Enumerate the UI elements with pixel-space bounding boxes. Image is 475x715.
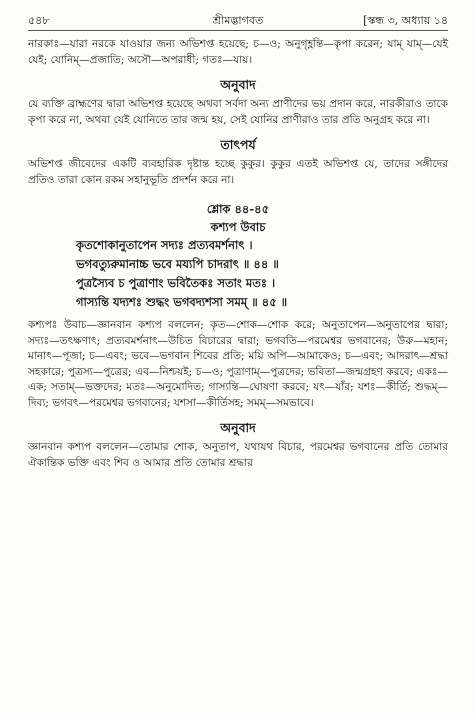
verse-block bbox=[28, 236, 448, 312]
verse-number: শ্লোক ৪৪-৪৫ bbox=[206, 202, 270, 216]
translation-paragraph: যে ব্যক্তি ব্রাহ্মণের দ্বারা অভিশপ্ত হয়েছে অথবা সর্বদা অন্য প্রাণীদের ভয় প্রদান করে, নারকীরাও তাকে কৃপা করে না, অথবা যেই যোনিতে তার জন্ম হয়, সেই যোনির প্রাণীরাও তার প্রতি অনুগ্রহ করে না। bbox=[28, 98, 448, 126]
synonyms-paragraph: কশ্যপঃ উবাচ—জ্ঞানবান কশ্যপ বললেন; কৃত—শোক—শোক করে; অনুতাপেন—অনুতাপের দ্বারা; সদ্যঃ—তৎক্ষণাৎ; প্রত্যবমর্শনাৎ—উচিত বিচারের দ্বারা; ভগবতি—পরমেশ্বর ভগবানের; উরু—মহান; মানাৎ—পূজা; চ—এবং; ভবে—ভগবান শিবের প্রতি; ময়ি অপি—আমাকেও; চ—এবং; আদরাৎ—শ্রদ্ধা সহকারে; পুত্রস্য—পুত্রের; এব—নিশ্চয়ই; চ—ও; পুত্রাণাম্—পুত্রদের; ভবিতা—জন্মগ্রহণ করবে; একঃ—এক; সতাম্—ভক্তদের; মতঃ—অনুমোদিত; গাস্যন্তি—ঘোষণা করবে; যৎ—যাঁর; যশঃ—কীর্তি; শুদ্ধম্—দিব্য; ভগবৎ—পরমেশ্বর ভগবানের; যশসা—কীর্তিসহ; সমম্—সমভাবে। bbox=[28, 319, 448, 409]
purport-paragraph: অভিশপ্ত জীবেদের একটি ব্যবহারিক দৃষ্টান্ত হচ্ছে কুকুর। কুকুর এতই অভিশপ্ত যে, তাদের সঙ্গীদের প্রতিও তারা কোন রকম সহানুভূতি প্রদর্শন করে না। bbox=[28, 158, 448, 186]
synonyms-paragraph: নারকাঃ—যারা নরকে যাওয়ার জন্য অভিশপ্ত হয়েছে; চ—ও; অনুগৃহ্ণন্তি—কৃপা করেন; যাম্ যাম্—যেই যেই; যোনিম্—প্রজাতি; অসৌ—অপরাধী; গতঃ—যায়। bbox=[28, 38, 448, 66]
running-header bbox=[28, 14, 448, 31]
translation-paragraph: জ্ঞানবান কশ্যপ বললেন—তোমার শোক, অনুতাপ, যথাযথ বিচার, পরমেশ্বর ভগবানের প্রতি তোমার ঐকান্তিক ভক্তি এবং শিব ও আমার প্রতি তোমার শ্রদ্ধার bbox=[28, 441, 448, 469]
book-page bbox=[28, 14, 448, 471]
verse-line: কৃতশোকানুতাপেন সদ্যঃ প্রত্যবমর্শনাৎ । bbox=[76, 238, 253, 252]
translation-heading: অনুবাদ bbox=[220, 420, 256, 435]
verse-line: গাস্যন্তি যদ্যশঃ শুদ্ধং ভগবদ্যশসা সমম্ ॥ ৪৫ ॥ bbox=[76, 295, 288, 309]
translation-heading: অনুবাদ bbox=[220, 77, 256, 92]
book-title: শ্রীমদ্ভাগবত bbox=[212, 14, 264, 27]
verse-line: পুত্রস্যৈব চ পুত্রাণাং ভবিতৈকঃ সতাং মতঃ । bbox=[76, 276, 276, 290]
verse-speaker: কশ্যপ উবাচ bbox=[210, 220, 266, 234]
chapter-reference: [স্কন্ধ ৩, অধ্যায় ১৪ bbox=[363, 14, 448, 27]
page-number: ৫৪৮ bbox=[28, 14, 50, 27]
purport-heading: তাৎপর্য bbox=[220, 137, 256, 152]
verse-line: ভগবত্যুরুমানাচ্চ ভবে ময্যপি চাদরাৎ ॥ ৪৪ ॥ bbox=[76, 257, 279, 271]
